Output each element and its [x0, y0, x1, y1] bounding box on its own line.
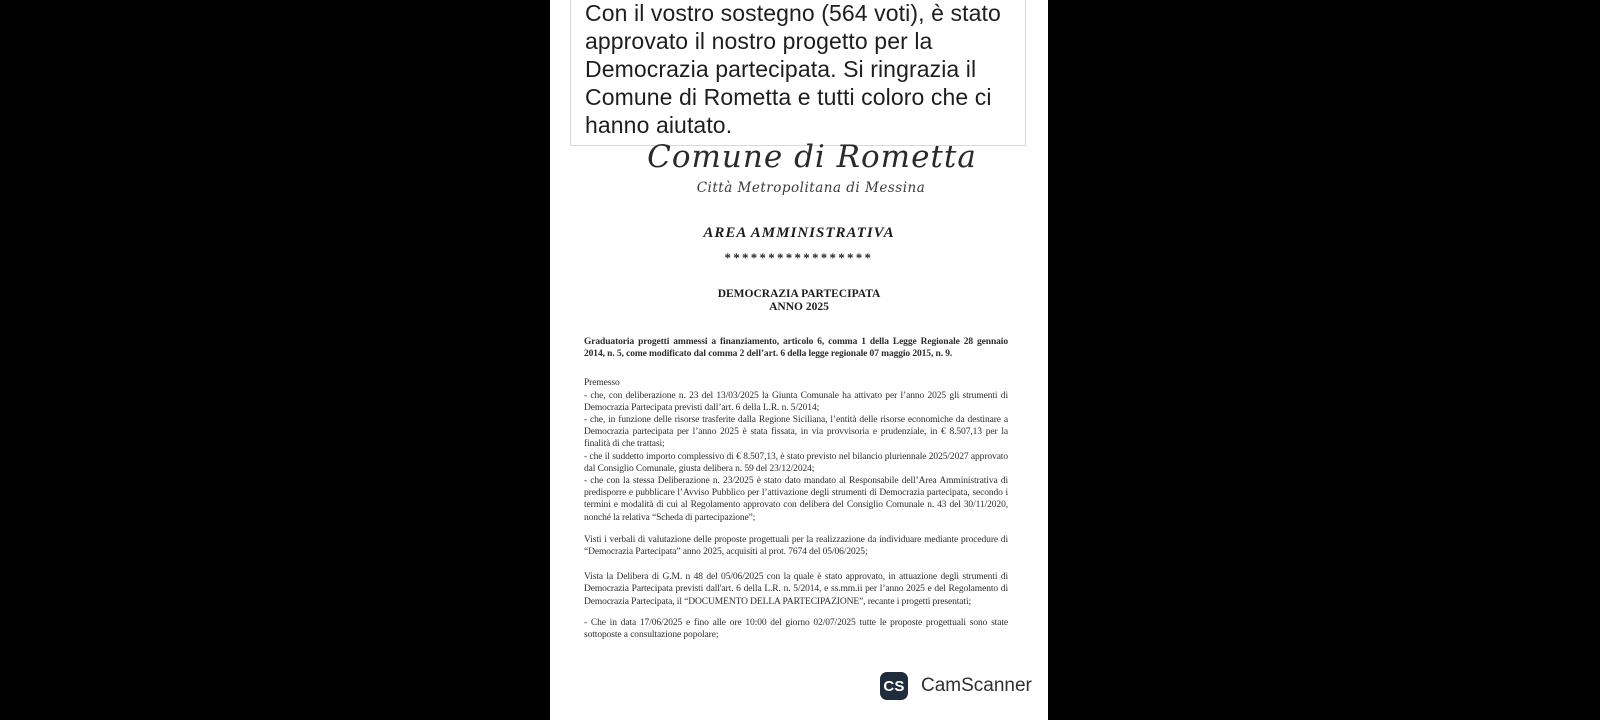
premesso-item: - che, in funzione delle risorse trasferite dalla Regione Siciliana, l’entità delle risorse economiche da destinare a Democrazia partecipata per l’anno 2025 è stata fissata, in via provvisoria e prudenziale, in € 8.507,13 per la finalità di che trattasi; — [584, 415, 1008, 450]
camscanner-logo-icon: CS — [880, 672, 908, 700]
premesso-item: - che il suddetto importo complessivo di € 8.507,13, è stato previsto nel bilancio pluriennale 2025/2027 approvato dal Consiglio Comunale, giusta delibera n. 59 del 23/12/2024; — [584, 451, 1008, 474]
paragraph-visti: Visti i verbali di valutazione delle proposte progettuali per la realizzazione da individuare mediante procedure di “Democrazia Partecipata” anno 2025, acquisiti al prot. 7674 del 05/06/2025; — [584, 534, 1008, 558]
post-text-line: Comune di Rometta e tutti coloro che ci — [585, 84, 992, 110]
paragraph-vista: Vista la Delibera di G.M. n 48 del 05/06/2025 con la quale è stato approvato, in attuazione degli strumenti di Democrazia Partecipata previsti dall'art. 6 della L.R. n. 5/2014, e ss.mm.ii per l’anno 2025 e del Regolamento di Democrazia Partecipata, il “DOCUMENTO DELLA PARTECIPAZIONE”, recante i progetti presentati; — [584, 572, 1008, 607]
document-department-heading: AREA AMMINISTRATIVA — [703, 225, 895, 241]
document-title-line2: ANNO 2025 — [769, 300, 829, 313]
premesso-label: Premesso — [584, 378, 620, 389]
document-separator: ***************** — [724, 251, 874, 265]
paragraph-graduatoria: Graduatoria progetti ammessi a finanziamento, articolo 6, comma 1 della Legge Regionale 28 gennaio 2014, n. 5, come modificato dal comma 2 dell’art. 6 della legge regionale 07 maggio 2015, n. 9. — [584, 337, 1008, 360]
premesso-block — [584, 377, 1008, 523]
document-title-line1: DEMOCRAZIA PARTECIPATA — [717, 288, 881, 300]
document-subtitle: Città Metropolitana di Messina — [696, 180, 926, 196]
content-canvas — [550, 0, 1048, 720]
post-text-line: Democrazia partecipata. Si ringrazia il — [585, 56, 977, 82]
document-body — [584, 336, 1008, 641]
document-main-title — [550, 288, 1048, 313]
post-text-line: hanno aiutato. — [585, 112, 733, 138]
post-text — [585, 0, 1020, 139]
paragraph-consultazione: - Che in data 17/06/2025 e fino alle ore 10:00 del giorno 02/07/2025 tutte le proposte progettuali sono state sottoposte a consultazione popolare; — [584, 617, 1008, 641]
premesso-item: - che, con deliberazione n. 23 del 13/03/2025 la Giunta Comunale ha attivato per l’anno 2025 gli strumenti di Democrazia Partecipata previsti dall’art. 6 della L.R. n. 5/2014; — [584, 390, 1008, 413]
post-text-line: Con il vostro sostegno (564 voti), è stato — [585, 0, 1001, 26]
premesso-item: - che con la stessa Deliberazione n. 23/2025 è stato dato mandato al Responsabile dell’Area Amministrativa di predisporre e pubblicare l’Avviso Pubblico per l’attivazione degli strumenti di Democrazia partecipata, secondo i termini e modalità di cui al Regolamento approvato con delibera del Consiglio Comunale n. 43 del 30/11/2020, nonché la relativa “Scheda di partecipazione”; — [584, 476, 1008, 523]
camscanner-brand-label: CamScanner — [921, 675, 1032, 696]
document-municipality-title: Comune di Rometta — [647, 139, 977, 175]
post-text-line: approvato il nostro progetto per la — [585, 28, 933, 54]
